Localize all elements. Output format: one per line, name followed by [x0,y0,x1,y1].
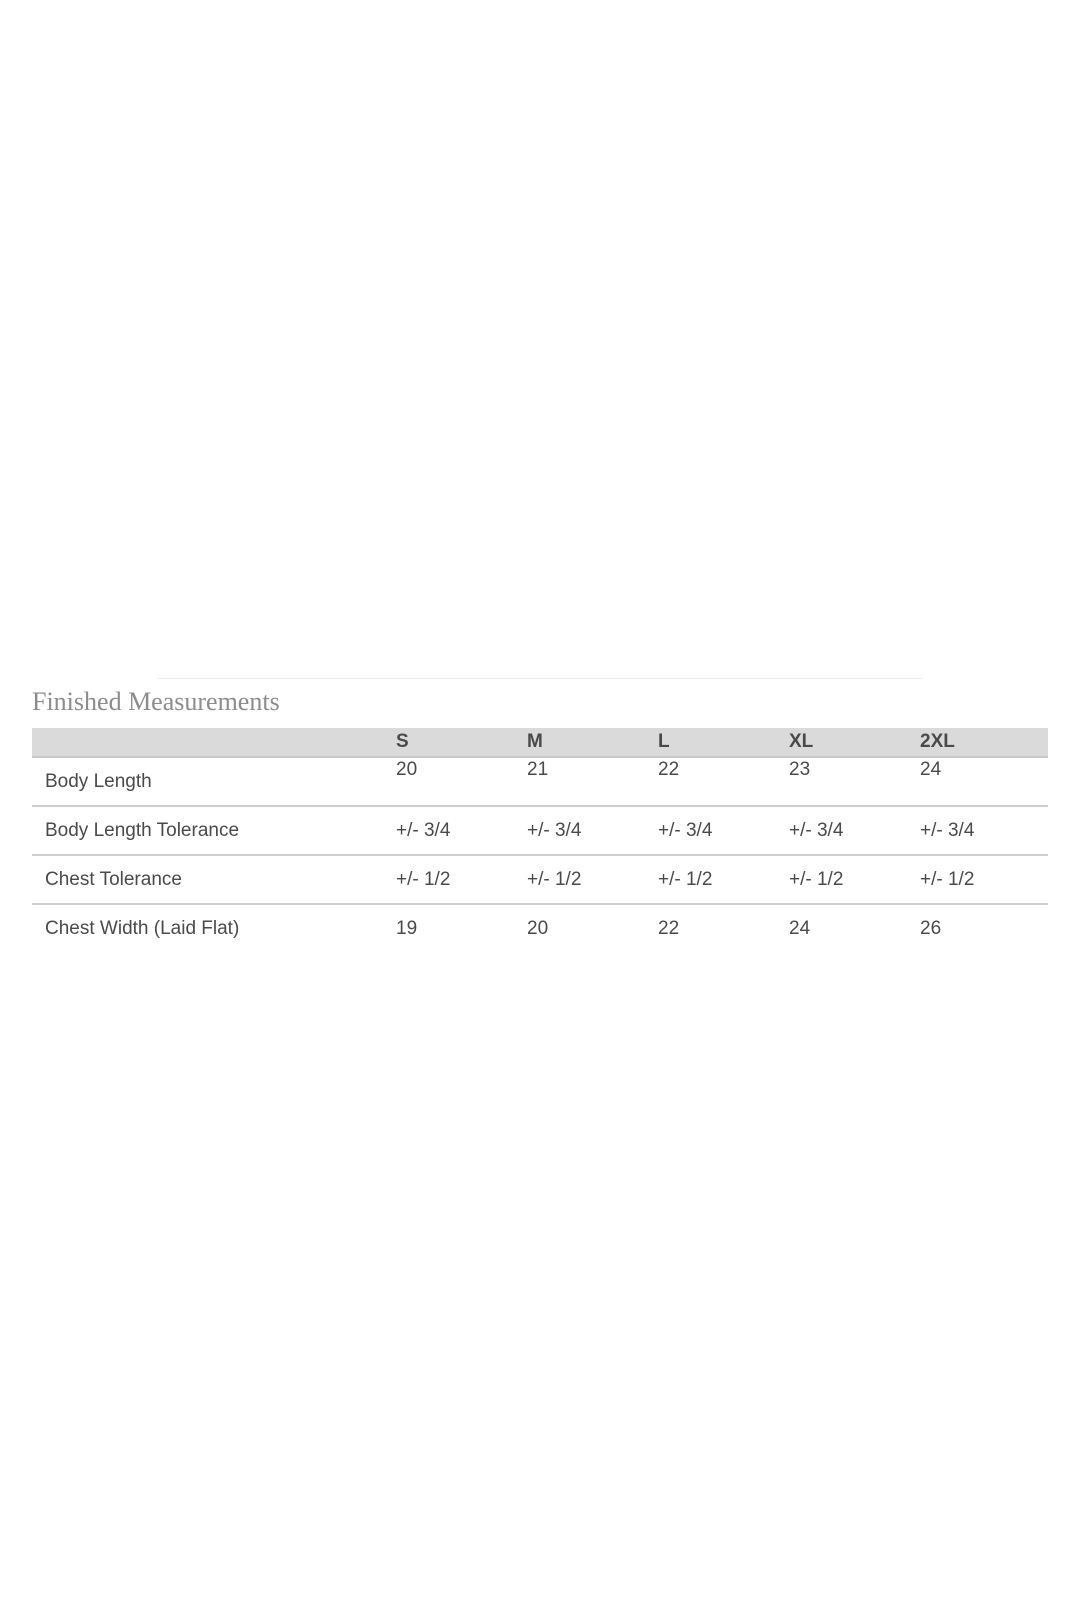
corner-header-cell [32,728,390,757]
table-cell: 22 [658,759,680,780]
table-row-body-length [32,757,1048,806]
column-header-2xl: 2XL [914,728,1048,757]
table-cell: 24 [920,759,942,780]
table-cell: 26 [920,918,942,939]
size-chart-table [32,728,1048,953]
table-cell: +/- 1/2 [920,868,975,890]
row-label: Body Length Tolerance [45,819,240,841]
table-cell: 21 [527,759,549,780]
table-cell: +/- 1/2 [658,868,713,890]
table-cell: 19 [396,918,418,939]
table-cell: 22 [658,918,680,939]
table-cell: 20 [396,759,418,780]
table-cell: 23 [789,759,811,780]
table-cell: +/- 3/4 [527,819,582,841]
table-cell: +/- 1/2 [396,868,451,890]
top-divider [158,678,922,679]
table-cell: +/- 3/4 [396,819,451,841]
table-cell: +/- 3/4 [789,819,844,841]
table-header-row [32,728,1048,757]
table-cell: +/- 1/2 [789,868,844,890]
column-header-l: L [652,728,783,757]
table-row-body-length-tolerance [32,806,1048,855]
table-row-chest-tolerance [32,855,1048,904]
table-cell: +/- 3/4 [658,819,713,841]
table-cell: +/- 1/2 [527,868,582,890]
column-header-xl: XL [783,728,914,757]
row-label: Chest Width (Laid Flat) [45,918,240,939]
table-cell: 24 [789,918,811,939]
table-cell: 20 [527,918,549,939]
column-header-m: M [521,728,652,757]
row-label: Body Length [45,770,152,792]
section-title: Finished Measurements [32,687,280,716]
column-header-s: S [390,728,521,757]
table-cell: +/- 3/4 [920,819,975,841]
row-label: Chest Tolerance [45,868,182,890]
table-row-chest-width [32,904,1048,953]
